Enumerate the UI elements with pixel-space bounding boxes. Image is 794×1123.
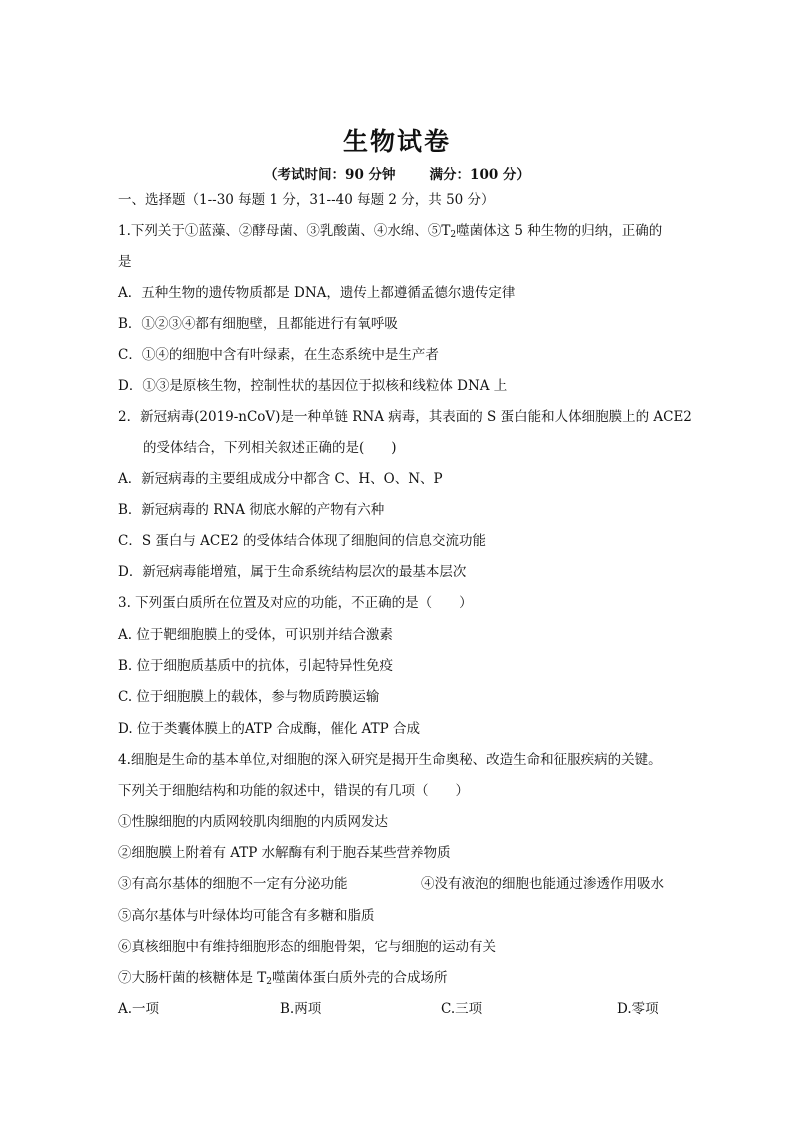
q2-option-a: A．新冠病毒的主要组成成分中都含 C、H、O、N、P [118,471,443,487]
q1-stem-text-cont: 噬菌体这 5 种生物的归纳，正确的 [456,223,663,239]
exam-time: （考试时间：90 分钟 [264,167,396,183]
q2-stem-line1: 2．新冠病毒(2019-nCoV)是一种单链 RNA 病毒，其表面的 S 蛋白能和人体细胞膜上的 ACE2 [118,409,692,425]
q4-item-2: ②细胞膜上附着有 ATP 水解酶有利于胞吞某些营养物质 [118,845,451,861]
q1-option-a: A．五种生物的遗传物质都是 DNA，遗传上都遵循孟德尔遗传定律 [118,285,516,301]
q1-option-d: D．①③是原核生物，控制性状的基因位于拟核和线粒体 DNA 上 [118,378,508,394]
section-heading: 一、选择题（1--30 每题 1 分，31--40 每题 2 分，共 50 分） [118,192,495,208]
q3-option-a: A. 位于靶细胞膜上的受体，可识别并结合激素 [118,627,393,643]
q1-stem-line1 [118,221,662,245]
q4-stem-line1: 4.细胞是生命的基本单位,对细胞的深入研究是揭开生命奥秘、改造生命和征服疾病的关键。 [118,752,662,768]
q3-option-c: C. 位于细胞膜上的载体，参与物质跨膜运输 [118,689,380,705]
q4-item-5: ⑤高尔基体与叶绿体均可能含有多糖和脂质 [118,908,375,924]
q4-item-7 [118,968,448,992]
q1-option-b: B．①②③④都有细胞壁，且都能进行有氧呼吸 [118,316,398,332]
q1-stem-text: 1.下列关于①蓝藻、②酵母菌、③乳酸菌、④水绵、⑤T [118,223,451,239]
q1-subscript: 2 [450,230,457,240]
q1-option-c: C．①④的细胞中含有叶绿素，在生态系统中是生产者 [118,347,439,363]
q2-option-d: D．新冠病毒能增殖，属于生命系统结构层次的最基本层次 [118,564,467,580]
q4-choice-b: B.两项 [280,1001,322,1017]
q2-option-c: C．S 蛋白与 ACE2 的受体结合体现了细胞间的信息交流功能 [118,533,486,549]
exam-title: 生物试卷 [342,127,451,156]
q4-item-7-text: ⑦大肠杆菌的核糖体是 T [118,970,267,986]
q4-item-7-text-cont: 噬菌体蛋白质外壳的合成场所 [272,970,448,986]
q4-item-4: ④没有液泡的细胞也能通过渗透作用吸水 [421,876,664,892]
exam-subtitle [0,163,794,183]
exam-score: 满分：100 分） [429,167,530,183]
q3-option-d: D. 位于类囊体膜上的ATP 合成酶，催化 ATP 合成 [118,721,420,737]
q2-stem-line2: 的受体结合，下列相关叙述正确的是( ) [143,440,397,456]
q4-item-1: ①性腺细胞的内质网较肌肉细胞的内质网发达 [118,814,388,830]
q4-choice-d: D.零项 [617,1001,659,1017]
q4-item-6: ⑥真核细胞中有维持细胞形态的细胞骨架，它与细胞的运动有关 [118,939,496,955]
q3-stem: 3. 下列蛋白质所在位置及对应的功能，不正确的是（ ） [118,595,473,611]
q4-choice-c: C.三项 [441,1001,483,1017]
q4-stem-line2: 下列关于细胞结构和功能的叙述中，错误的有几项（ ） [118,783,469,799]
q1-stem-line2: 是 [118,254,132,270]
q3-option-b: B. 位于细胞质基质中的抗体，引起特异性免疫 [118,658,394,674]
q4-choice-a: A.一项 [118,1001,160,1017]
q4-item-3: ③有高尔基体的细胞不一定有分泌功能 [118,876,348,892]
q4-item-7-subscript: 2 [266,977,273,987]
q2-option-b: B．新冠病毒的 RNA 彻底水解的产物有六种 [118,502,385,518]
